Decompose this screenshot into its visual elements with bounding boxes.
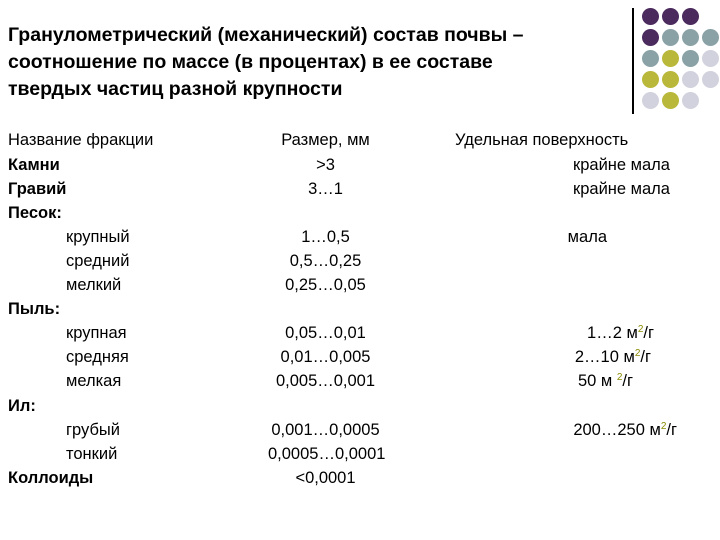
decor-dot-icon [662, 8, 679, 25]
surface-value: 2…10 м [574, 348, 635, 366]
fraction-size: 0,25…0,05 [285, 276, 366, 294]
decorative-vertical-rule [632, 8, 634, 114]
decor-dot-icon [682, 92, 699, 109]
decor-dot-icon [702, 29, 719, 46]
fraction-surface: мала [567, 228, 607, 246]
subfraction-name: тонкий [66, 445, 118, 463]
header-fraction-name: Название фракции [8, 131, 154, 149]
fraction-surface [455, 345, 651, 369]
decor-dot-icon [682, 71, 699, 88]
fraction-group-name: Ил: [8, 397, 36, 415]
fraction-surface: крайне мала [573, 156, 670, 174]
subfraction-name: мелкая [66, 372, 122, 390]
surface-value: 200…250 м [573, 421, 661, 439]
surface-exponent: 2 [634, 348, 641, 359]
fraction-group-name: Пыль: [8, 300, 61, 318]
title-line-3: твердых частиц разной крупности [8, 78, 343, 100]
decor-dot-icon [682, 50, 699, 67]
title-line-1: Гранулометрический (механический) состав почвы – [8, 24, 524, 46]
decor-dot-icon [642, 8, 659, 25]
decor-dot-icon [682, 29, 699, 46]
decor-dot-icon [642, 50, 659, 67]
fraction-size: 0,005…0,001 [275, 372, 376, 390]
decor-dot-icon [662, 71, 679, 88]
surface-unit: /г [666, 421, 677, 439]
header-size: Размер, мм [281, 131, 370, 149]
surface-exponent: 2 [660, 421, 667, 432]
subfraction-name: средняя [66, 348, 129, 366]
fraction-name: Коллоиды [8, 469, 94, 487]
surface-value: 1…2 м [587, 324, 638, 342]
slide-title [8, 22, 638, 103]
fraction-size: 0,01…0,005 [280, 348, 371, 366]
fraction-size: 3…1 [308, 180, 343, 198]
subfraction-name: крупный [66, 228, 130, 246]
fraction-size: >3 [316, 156, 335, 174]
surface-unit: /г [622, 372, 633, 390]
decor-dot-icon [662, 29, 679, 46]
fraction-size: 0,05…0,01 [285, 324, 366, 342]
fraction-size: 0,0005…0,0001 [268, 445, 386, 463]
decor-dot-icon [702, 50, 719, 67]
fraction-group-name: Песок: [8, 204, 62, 222]
fraction-name: Камни [8, 156, 60, 174]
subfraction-name: грубый [66, 421, 120, 439]
decor-dot-icon [642, 71, 659, 88]
decor-dot-icon [662, 92, 679, 109]
fraction-surface [455, 418, 677, 442]
decor-dot-icon [662, 50, 679, 67]
surface-value: 50 м [577, 372, 617, 390]
subfraction-name: средний [66, 252, 130, 270]
decor-dot-icon [682, 8, 699, 25]
header-surface: Удельная поверхность [455, 131, 629, 149]
fraction-size: 0,001…0,0005 [271, 421, 380, 439]
fraction-size: 0,5…0,25 [289, 252, 362, 270]
subfraction-name: крупная [66, 324, 127, 342]
decor-dot-icon [702, 71, 719, 88]
decor-dot-icon [642, 29, 659, 46]
fraction-name: Гравий [8, 180, 67, 198]
fraction-surface [455, 369, 633, 393]
surface-unit: /г [640, 348, 651, 366]
title-line-2: соотношение по массе (в процентах) в ее составе [8, 51, 493, 73]
surface-exponent: 2 [616, 372, 623, 383]
decor-dot-icon [642, 92, 659, 109]
surface-unit: /г [643, 324, 654, 342]
fraction-surface: крайне мала [573, 180, 670, 198]
fraction-size: <0,0001 [295, 469, 356, 487]
surface-exponent: 2 [637, 324, 644, 335]
fraction-size: 1…0,5 [301, 228, 350, 246]
subfraction-name: мелкий [66, 276, 122, 294]
fraction-surface [455, 321, 654, 345]
